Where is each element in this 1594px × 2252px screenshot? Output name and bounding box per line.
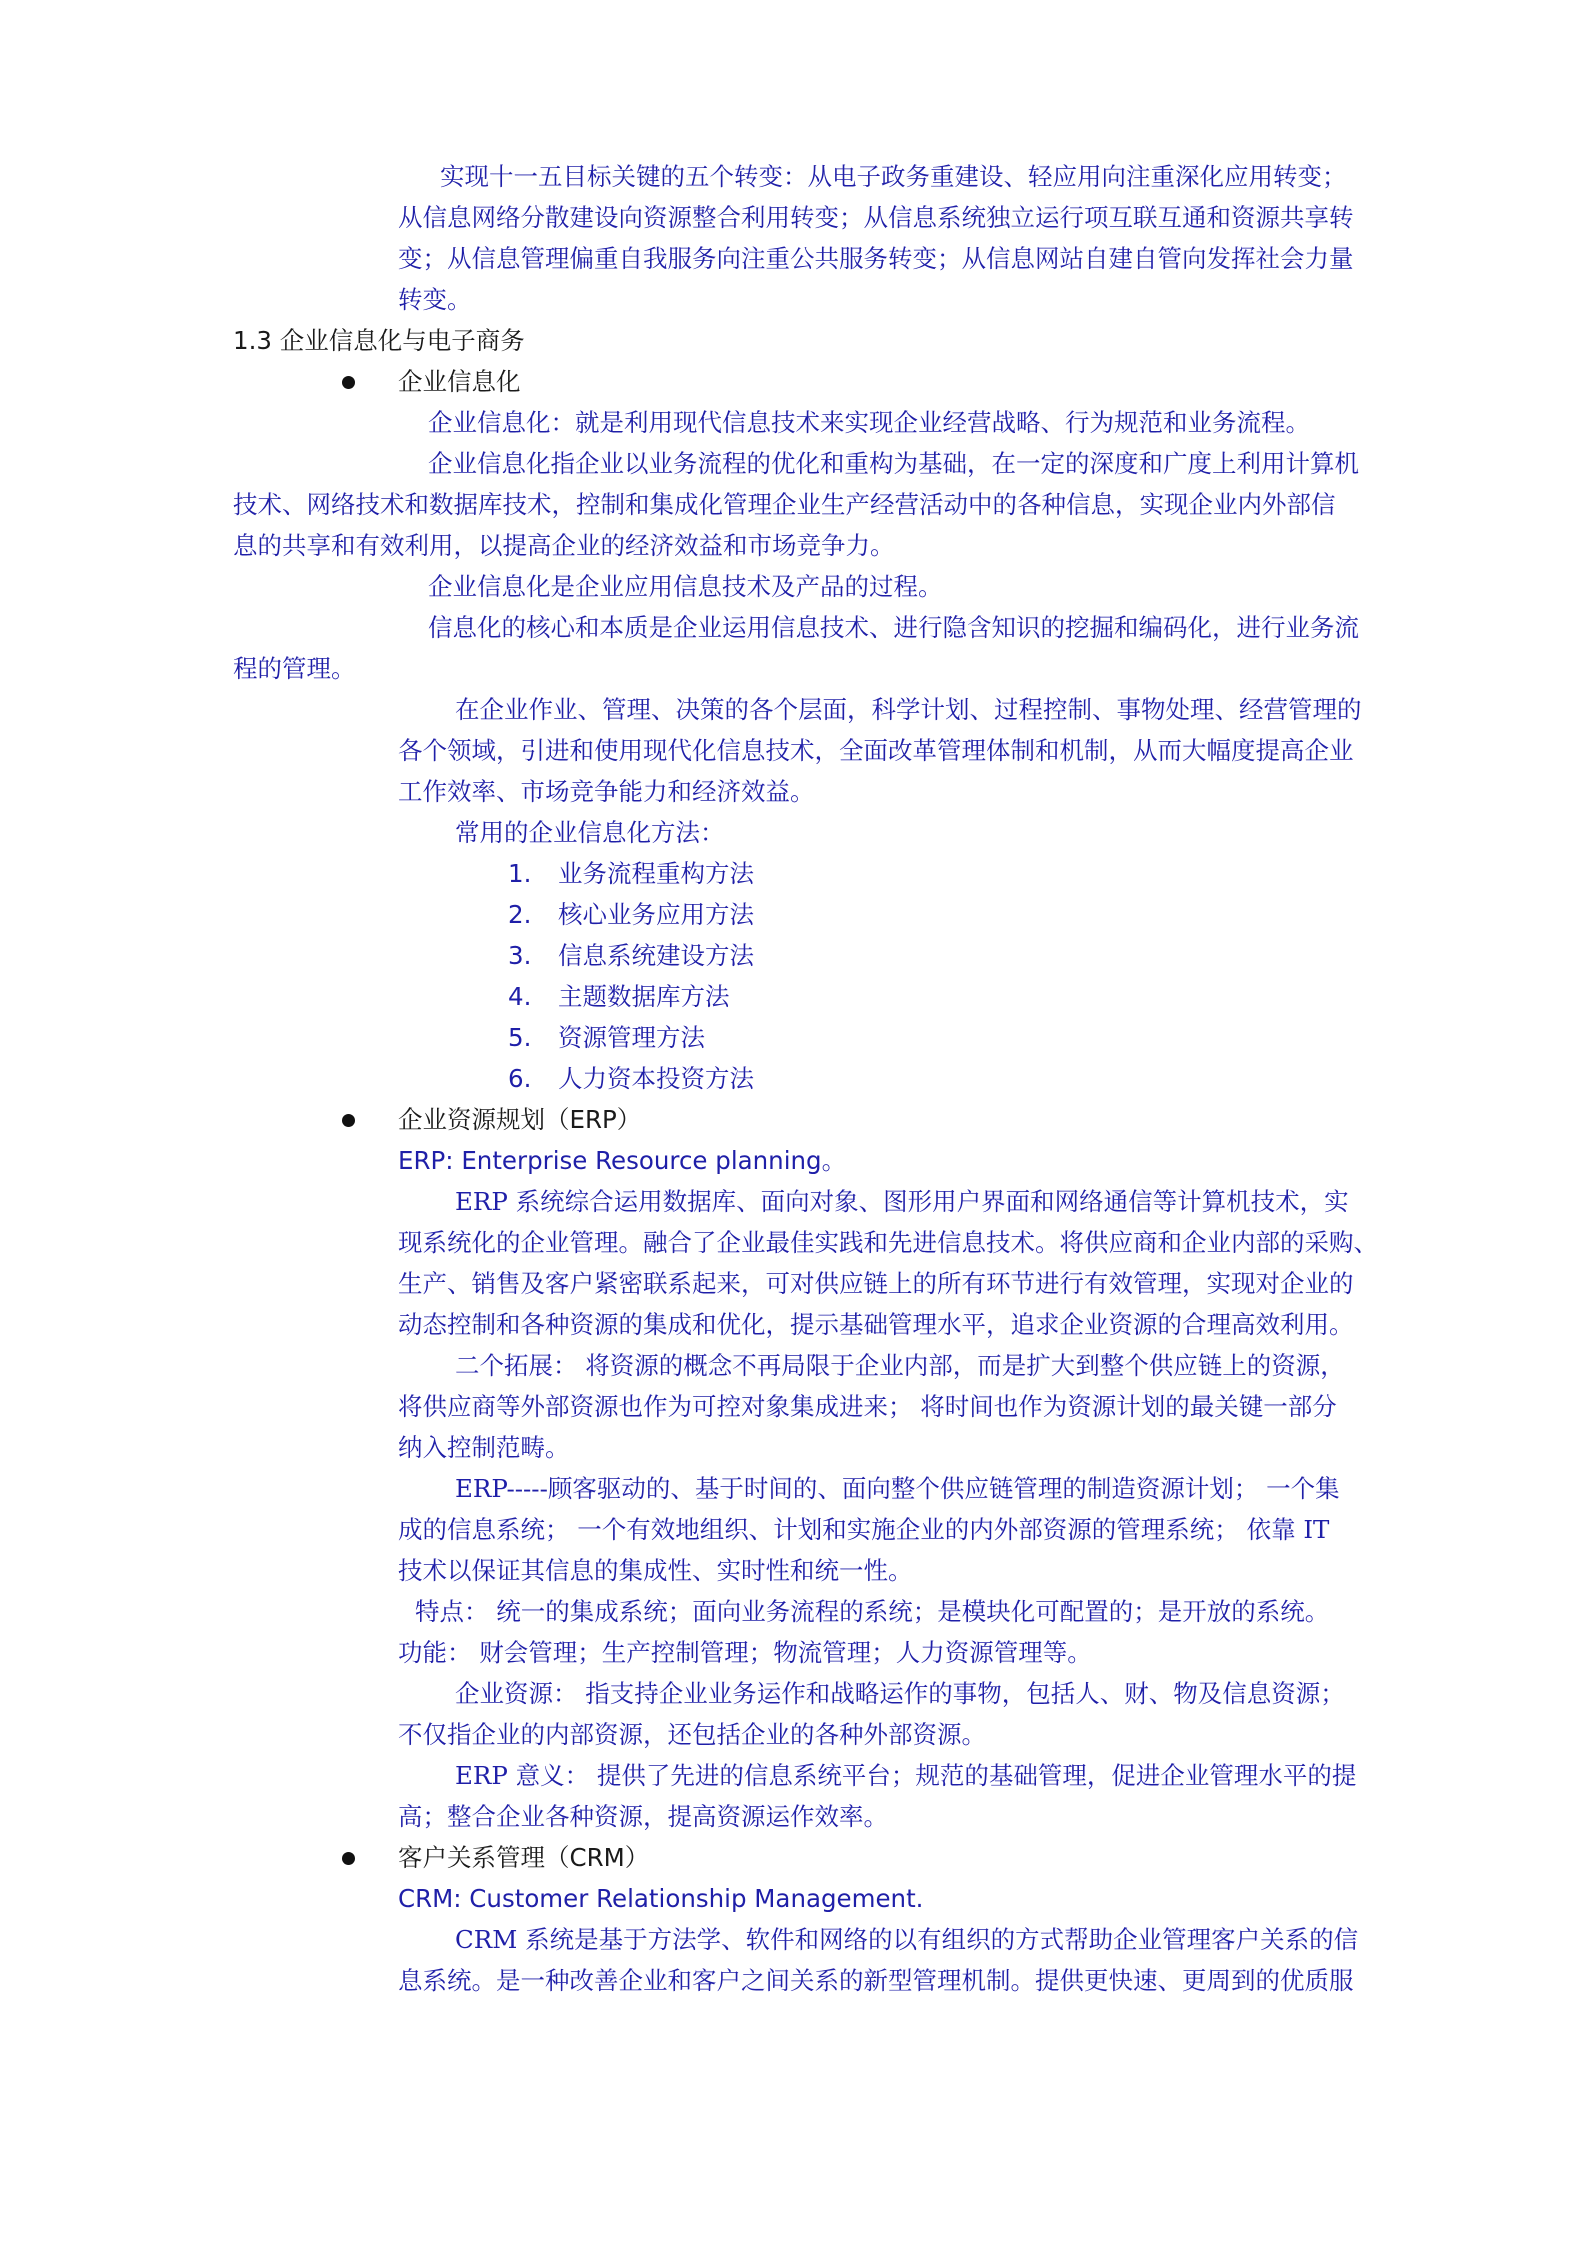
crm-definition: CRM: Customer Relationship Management. [398,1884,924,1913]
erp-definition: ERP: Enterprise Resource planning。 [398,1146,847,1175]
list-text: 业务流程重构方法 [558,859,754,888]
bullet-icon [342,376,355,389]
intro-line-2: 从信息网络分散建设向资源整合利用转变；从信息系统独立运行项互联互通和资源共享转 [398,203,1354,232]
erp-p1-line-1: ERP 系统综合运用数据库、面向对象、图形用户界面和网络通信等计算机技术，实 [455,1187,1349,1216]
erp-features: 特点： 统一的集成系统；面向业务流程的系统；是模块化可配置的；是开放的系统。 [415,1597,1330,1626]
erp-significance-line-2: 高；整合企业各种资源，提高资源运作效率。 [398,1802,888,1831]
erp-heading: 企业资源规划（ERP） [398,1105,642,1134]
erp-functions: 功能： 财会管理；生产控制管理；物流管理；人力资源管理等。 [398,1638,1092,1667]
ei-p5-line-2: 各个领域，引进和使用现代化信息技术，全面改革管理体制和机制，从而大幅度提高企业 [398,736,1354,765]
erp-p3-line-2: 成的信息系统； 一个有效地组织、计划和实施企业的内外部资源的管理系统； 依靠 IT [398,1515,1330,1544]
list-item [508,941,754,970]
erp-p2-line-1: 二个拓展： 将资源的概念不再局限于企业内部，而是扩大到整个供应链上的资源， [455,1351,1345,1380]
erp-resources-line-2: 不仅指企业的内部资源，还包括企业的各种外部资源。 [398,1720,986,1749]
list-text: 主题数据库方法 [558,982,730,1011]
ei-methods-title: 常用的企业信息化方法： [455,818,725,847]
ei-heading: 企业信息化 [398,367,521,396]
crm-p1-line-2: 息系统。是一种改善企业和客户之间关系的新型管理机制。提供更快速、更周到的优质服 [398,1966,1354,1995]
list-item [508,900,754,929]
ei-p3: 企业信息化是企业应用信息技术及产品的过程。 [428,572,943,601]
intro-line-1: 实现十一五目标关键的五个转变：从电子政务重建设、轻应用向注重深化应用转变； [440,162,1347,191]
bullet-icon [342,1114,355,1127]
erp-p1-line-3: 生产、销售及客户紧密联系起来，可对供应链上的所有环节进行有效管理，实现对企业的 [398,1269,1354,1298]
intro-line-4: 转变。 [398,285,472,314]
list-item [508,1023,705,1052]
erp-significance-line-1: ERP 意义： 提供了先进的信息系统平台；规范的基础管理，促进企业管理水平的提 [455,1761,1357,1790]
bullet-icon [342,1852,355,1865]
list-number: 2. [508,900,532,929]
intro-line-3: 变；从信息管理偏重自我服务向注重公共服务转变；从信息网站自建自管向发挥社会力量 [398,244,1354,273]
erp-p3-line-1: ERP-----顾客驱动的、基于时间的、面向整个供应链管理的制造资源计划； 一个集 [455,1474,1340,1503]
erp-p1-line-2: 现系统化的企业管理。融合了企业最佳实践和先进信息技术。将供应商和企业内部的采购、 [398,1228,1378,1257]
list-text: 人力资本投资方法 [558,1064,754,1093]
list-number: 6. [508,1064,532,1093]
ei-p2-line-2: 技术、网络技术和数据库技术，控制和集成化管理企业生产经营活动中的各种信息，实现企业内外部信 [233,490,1336,519]
ei-p1: 企业信息化：就是利用现代信息技术来实现企业经营战略、行为规范和业务流程。 [428,408,1310,437]
erp-p2-line-3: 纳入控制范畴。 [398,1433,570,1462]
section-title: 1.3 企业信息化与电子商务 [233,326,525,355]
erp-p2-line-2: 将供应商等外部资源也作为可控对象集成进来； 将时间也作为资源计划的最关键一部分 [398,1392,1337,1421]
list-number: 4. [508,982,532,1011]
list-text: 信息系统建设方法 [558,941,754,970]
ei-p5-line-3: 工作效率、市场竞争能力和经济效益。 [398,777,815,806]
erp-p3-line-3: 技术以保证其信息的集成性、实时性和统一性。 [398,1556,913,1585]
crm-p1-line-1: CRM 系统是基于方法学、软件和网络的以有组织的方式帮助企业管理客户关系的信 [455,1925,1359,1954]
erp-p1-line-4: 动态控制和各种资源的集成和优化，提示基础管理水平，追求企业资源的合理高效利用。 [398,1310,1354,1339]
list-item [508,1064,754,1093]
list-text: 资源管理方法 [558,1023,705,1052]
ei-p2-line-3: 息的共享和有效利用，以提高企业的经济效益和市场竞争力。 [233,531,895,560]
crm-heading: 客户关系管理（CRM） [398,1843,650,1872]
erp-resources-line-1: 企业资源： 指支持企业业务运作和战略运作的事物，包括人、财、物及信息资源； [455,1679,1345,1708]
list-item [508,982,730,1011]
list-text: 核心业务应用方法 [558,900,754,929]
ei-p4-line-2: 程的管理。 [233,654,356,683]
ei-p5-line-1: 在企业作业、管理、决策的各个层面，科学计划、过程控制、事物处理、经营管理的 [455,695,1362,724]
ei-p4-line-1: 信息化的核心和本质是企业运用信息技术、进行隐含知识的挖掘和编码化，进行业务流 [428,613,1359,642]
list-number: 1. [508,859,532,888]
list-number: 5. [508,1023,532,1052]
ei-p2-line-1: 企业信息化指企业以业务流程的优化和重构为基础，在一定的深度和广度上利用计算机 [428,449,1359,478]
list-number: 3. [508,941,532,970]
list-item [508,859,754,888]
